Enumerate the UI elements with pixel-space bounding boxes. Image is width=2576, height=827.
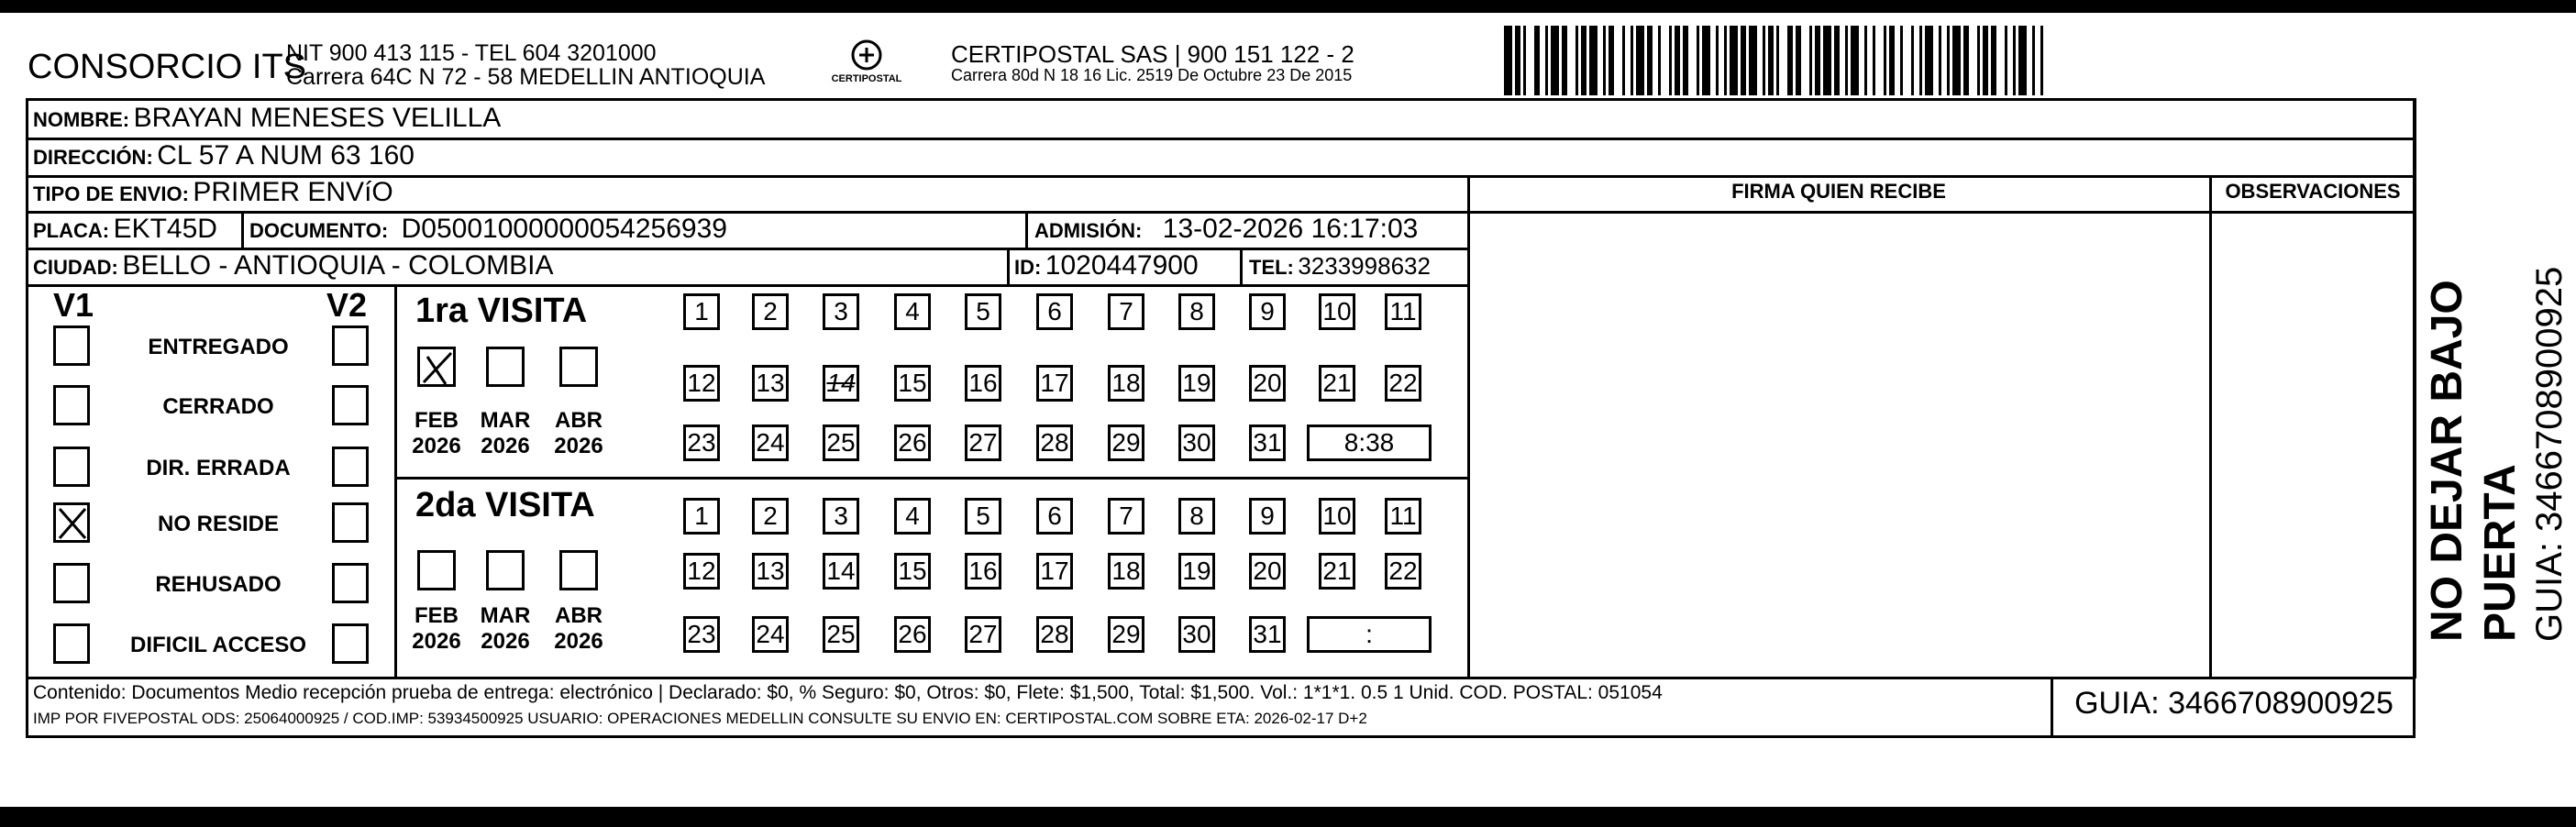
v2-checkbox[interactable] [332, 623, 369, 664]
second-visit-day[interactable]: 1 [683, 498, 720, 535]
second-visit-day[interactable]: 10 [1319, 498, 1355, 535]
certipostal-line-2: Carrera 80d N 18 16 Lic. 2519 De Octubre 23 De 2015 [951, 66, 1353, 84]
second-visit-day[interactable]: 23 [683, 616, 720, 653]
first-visit-day[interactable]: 23 [683, 425, 720, 461]
second-visit-day[interactable]: 22 [1385, 553, 1421, 590]
barcode-bar [2005, 26, 2007, 95]
barcode-bar [2032, 26, 2035, 95]
status-option-label: ENTREGADO [148, 335, 289, 359]
barcode-bar [1952, 26, 1961, 95]
first-visit-day[interactable]: 15 [894, 365, 931, 402]
second-visit-day[interactable]: 4 [894, 498, 931, 535]
second-visit-day[interactable]: 12 [683, 553, 720, 590]
v2-checkbox[interactable] [332, 447, 369, 487]
v2-checkbox[interactable] [332, 563, 369, 603]
side-text [2421, 92, 2570, 642]
nombre-row [33, 103, 501, 134]
x-mark-icon [420, 349, 457, 388]
first-visit-day[interactable]: 25 [823, 425, 859, 461]
month-year: 2026 [554, 629, 603, 654]
tel-row [1249, 252, 1431, 281]
admision-row [1034, 214, 1418, 245]
barcode-bar [1647, 26, 1653, 95]
barcode-bar [1884, 26, 1886, 95]
second-visit-day[interactable]: 8 [1178, 498, 1215, 535]
first-visit-day[interactable]: 16 [965, 365, 1001, 402]
barcode-bar [2040, 26, 2043, 95]
bottom-border-band [0, 807, 2576, 827]
second-visit-day[interactable]: 15 [894, 553, 931, 590]
month-label [404, 603, 469, 655]
first-visit-day[interactable]: 13 [752, 365, 789, 402]
side-guia: GUIA: 3466708900925 [2529, 266, 2570, 642]
month-year: 2026 [412, 434, 461, 458]
barcode-bar [1796, 26, 1801, 95]
second-visit-day[interactable]: 3 [823, 498, 859, 535]
x-mark-icon [56, 505, 89, 542]
barcode-bar [1809, 26, 1812, 95]
second-visit-day[interactable]: 29 [1108, 616, 1144, 653]
first-visit-day[interactable]: 5 [965, 293, 1001, 330]
second-visit-day[interactable]: 5 [965, 498, 1001, 535]
month-name: FEB [415, 408, 459, 433]
barcode-bar [1716, 26, 1719, 95]
company-line-2: Carrera 64C N 72 - 58 MEDELLIN ANTIOQUIA [286, 64, 766, 90]
second-visit-day[interactable]: 25 [823, 616, 859, 653]
month-name: ABR [555, 408, 603, 433]
first-visit-day[interactable]: 21 [1319, 365, 1355, 402]
direccion-value: CL 57 A NUM 63 160 [157, 140, 415, 171]
barcode-bar [1504, 26, 1512, 95]
v1-checkbox[interactable] [53, 447, 90, 487]
direccion-row [33, 140, 415, 171]
first-visit-day[interactable]: 4 [894, 293, 931, 330]
month-year: 2026 [481, 434, 530, 458]
month-year: 2026 [412, 629, 461, 654]
barcode-bar [2013, 26, 2016, 95]
first-visit-day[interactable]: 29 [1108, 425, 1144, 461]
first-visit-title: 1ra VISITA [415, 292, 588, 330]
tipo-row [33, 177, 393, 208]
admision-label: ADMISIÓN: [1034, 219, 1143, 242]
barcode-bar [1919, 26, 1922, 95]
barcode-bar [1730, 26, 1738, 95]
barcode-bar [2018, 26, 2027, 95]
nombre-value: BRAYAN MENESES VELILLA [133, 103, 502, 133]
first-visit-day[interactable]: 22 [1385, 365, 1421, 402]
status-option-label: DIR. ERRADA [146, 456, 291, 480]
month-checkbox[interactable] [417, 550, 456, 590]
barcode-bar [1763, 26, 1765, 95]
company-name: CONSORCIO ITS [28, 48, 307, 86]
barcode-bar [1683, 26, 1688, 95]
second-visit-day[interactable]: 27 [965, 616, 1001, 653]
second-visit-day[interactable]: 26 [894, 616, 931, 653]
barcode-bar [1551, 26, 1559, 95]
first-visit-day[interactable]: 10 [1319, 293, 1355, 330]
barcode-bar [1658, 26, 1661, 95]
barcode [1504, 26, 2201, 95]
barcode-bar [1724, 26, 1727, 95]
first-visit-day[interactable]: 27 [965, 425, 1001, 461]
first-visit-day[interactable]: 30 [1178, 425, 1215, 461]
second-visit-title: 2da VISITA [415, 486, 595, 524]
barcode-bar [1787, 26, 1793, 95]
month-checkbox[interactable] [559, 550, 598, 590]
id-row [1014, 250, 1199, 281]
v1-checkbox[interactable] [53, 325, 90, 366]
certipostal-logo [830, 39, 903, 94]
ciudad-label: CIUDAD: [33, 256, 118, 279]
barcode-bar [1983, 26, 1988, 95]
month-name: MAR [480, 603, 531, 628]
id-value: 1020447900 [1045, 250, 1199, 281]
observaciones-header: OBSERVACIONES [2225, 180, 2401, 203]
v2-label: V2 [326, 286, 368, 324]
barcode-bar [1636, 26, 1644, 95]
month-label [473, 603, 537, 655]
barcode-bar [1900, 26, 1903, 95]
status-option-label: NO RESIDE [157, 512, 280, 536]
second-visit-day[interactable]: 6 [1036, 498, 1073, 535]
documento-value: D05001000000054256939 [401, 214, 727, 244]
first-visit-day[interactable]: 20 [1249, 365, 1286, 402]
month-name: MAR [480, 408, 531, 433]
second-visit-day[interactable]: 2 [752, 498, 789, 535]
barcode-bar [1873, 26, 1875, 95]
barcode-bar [1603, 26, 1606, 95]
barcode-bar [1675, 26, 1680, 95]
second-visit-day[interactable]: 21 [1319, 553, 1355, 590]
barcode-bar [1768, 26, 1774, 95]
barcode-bar [1545, 26, 1548, 95]
observaciones-area[interactable] [2212, 214, 2414, 677]
barcode-bar [1947, 26, 1950, 95]
first-visit-day[interactable]: 28 [1036, 425, 1073, 461]
first-visit-day[interactable]: 12 [683, 365, 720, 402]
barcode-bar [1589, 26, 1598, 95]
month-name: FEB [415, 603, 459, 628]
first-visit-day[interactable]: 6 [1036, 293, 1073, 330]
logo-text: CERTIPOSTAL [831, 73, 902, 84]
barcode-bar [1631, 26, 1633, 95]
month-label [547, 603, 611, 655]
barcode-bar [1834, 26, 1840, 95]
first-visit-day[interactable]: 11 [1385, 293, 1421, 330]
first-visit-day[interactable]: 17 [1036, 365, 1073, 402]
barcode-bar [1702, 26, 1710, 95]
barcode-bar [1609, 26, 1614, 95]
barcode-bar [1889, 26, 1895, 95]
placa-value: EKT45D [113, 214, 217, 244]
barcode-bar [1562, 26, 1567, 95]
barcode-bar [1697, 26, 1699, 95]
month-year: 2026 [481, 629, 530, 654]
first-visit-day[interactable]: 19 [1178, 365, 1215, 402]
second-visit-day[interactable]: 11 [1385, 498, 1421, 535]
firma-header: FIRMA QUIEN RECIBE [1731, 180, 1946, 203]
first-visit-day[interactable]: 8 [1178, 293, 1215, 330]
firma-area[interactable] [1470, 214, 2209, 677]
barcode-bar [1776, 26, 1779, 95]
tel-value: 3233998632 [1298, 252, 1431, 280]
second-visit-time-box[interactable]: : [1307, 616, 1432, 653]
first-visit-day[interactable]: 7 [1108, 293, 1144, 330]
footer-imp: IMP POR FIVEPOSTAL ODS: 25064000925 / COD.IMP: 53934500925 USUARIO: OPERACIONES MEDELLIN CONSULTE SU ENVIO EN: CERTIPOSTAL.COM SOBRE ETA: 2026-02-17 D+2 [33, 710, 1367, 727]
month-label [404, 408, 469, 459]
id-label: ID: [1014, 256, 1042, 279]
v1-label: V1 [53, 286, 94, 324]
barcode-bar [1864, 26, 1867, 95]
barcode-bar [1669, 26, 1672, 95]
barcode-bar [1523, 26, 1526, 95]
barcode-bar [1749, 26, 1757, 95]
company-line-1: NIT 900 413 115 - TEL 604 3201000 [286, 40, 657, 66]
first-visit-day[interactable]: 9 [1249, 293, 1286, 330]
placa-label: PLACA: [33, 219, 110, 242]
month-name: ABR [555, 603, 603, 628]
barcode-bar [1963, 26, 1969, 95]
month-checkbox[interactable] [417, 347, 456, 387]
admision-value: 13-02-2026 16:17:03 [1162, 214, 1419, 244]
barcode-bar [1581, 26, 1587, 95]
documento-row [249, 214, 727, 245]
second-visit-day[interactable]: 14 [823, 553, 859, 590]
second-visit-day[interactable]: 7 [1108, 498, 1144, 535]
v1-checkbox[interactable] [53, 502, 90, 543]
tel-label: TEL: [1249, 256, 1294, 279]
first-visit-day[interactable]: 1 [683, 293, 720, 330]
month-checkbox[interactable] [486, 550, 525, 590]
top-border-band [0, 0, 2576, 13]
barcode-bar [1534, 26, 1540, 95]
documento-label: DOCUMENTO: [249, 219, 389, 242]
certipostal-logo-icon [830, 39, 903, 94]
barcode-bar [1851, 26, 1859, 95]
month-year: 2026 [554, 434, 603, 458]
status-option-label: CERRADO [162, 394, 274, 419]
month-checkbox[interactable] [486, 347, 525, 387]
second-visit-day[interactable]: 28 [1036, 616, 1073, 653]
barcode-bar [1741, 26, 1746, 95]
certipostal-line-1: CERTIPOSTAL SAS | 900 151 122 - 2 [951, 40, 1354, 68]
barcode-bar [1991, 26, 1996, 95]
v2-checkbox[interactable] [332, 385, 369, 425]
second-visit-day[interactable]: 31 [1249, 616, 1286, 653]
month-checkbox[interactable] [559, 347, 598, 387]
v1-checkbox[interactable] [53, 623, 90, 664]
barcode-bar [1823, 26, 1831, 95]
second-visit-day[interactable]: 30 [1178, 616, 1215, 653]
status-option-label: DIFICIL ACCESO [129, 633, 306, 657]
footer-content: Contenido: Documentos Medio recepción prueba de entrega: electrónico | Declarado: $0, % Seguro: $0, Otros: $0, Flete: $1,500, Total: $1,500. Vol.: 1*1*1. 0.5 1 Unid. COD. POSTAL: 051054 [33, 682, 1663, 703]
first-visit-day[interactable]: 18 [1108, 365, 1144, 402]
month-label [473, 408, 537, 459]
first-visit-day[interactable]: 14 [823, 365, 859, 402]
second-visit-day[interactable]: 19 [1178, 553, 1215, 590]
second-visit-day[interactable]: 18 [1108, 553, 1144, 590]
second-visit-day[interactable]: 13 [752, 553, 789, 590]
month-label [547, 408, 611, 459]
second-visit-day[interactable]: 24 [752, 616, 789, 653]
tipo-label: TIPO DE ENVIO: [33, 182, 189, 205]
barcode-bar [1925, 26, 1933, 95]
barcode-bar [1845, 26, 1848, 95]
first-visit-day[interactable]: 24 [752, 425, 789, 461]
barcode-bar [1622, 26, 1625, 95]
barcode-bar [1815, 26, 1820, 95]
first-visit-day[interactable]: 31 [1249, 425, 1286, 461]
barcode-bar [1575, 26, 1578, 95]
v1-checkbox[interactable] [53, 385, 90, 425]
barcode-bar [1515, 26, 1520, 95]
first-visit-time-box[interactable]: 8:38 [1307, 425, 1432, 461]
v2-checkbox[interactable] [332, 325, 369, 366]
side-warning: NO DEJAR BAJO PUERTA [2423, 280, 2525, 642]
status-option-label: REHUSADO [155, 572, 282, 597]
second-visit-day[interactable]: 17 [1036, 553, 1073, 590]
second-visit-day[interactable]: 9 [1249, 498, 1286, 535]
barcode-bar [1911, 26, 1914, 95]
barcode-bar [1939, 26, 1941, 95]
direccion-label: DIRECCIÓN: [33, 146, 153, 169]
v1-checkbox[interactable] [53, 563, 90, 603]
ciudad-row [33, 250, 553, 281]
ciudad-value: BELLO - ANTIOQUIA - COLOMBIA [122, 250, 554, 281]
tipo-value: PRIMER ENVíO [193, 177, 393, 207]
first-visit-day[interactable]: 2 [752, 293, 789, 330]
first-visit-day[interactable]: 26 [894, 425, 931, 461]
v2-checkbox[interactable] [332, 502, 369, 543]
first-visit-day[interactable]: 3 [823, 293, 859, 330]
second-visit-day[interactable]: 16 [965, 553, 1001, 590]
second-visit-day[interactable]: 20 [1249, 553, 1286, 590]
footer-guia: GUIA: 3466708900925 [2074, 686, 2394, 721]
barcode-bar [1977, 26, 1980, 95]
placa-row [33, 214, 217, 245]
nombre-label: NOMBRE: [33, 108, 130, 131]
